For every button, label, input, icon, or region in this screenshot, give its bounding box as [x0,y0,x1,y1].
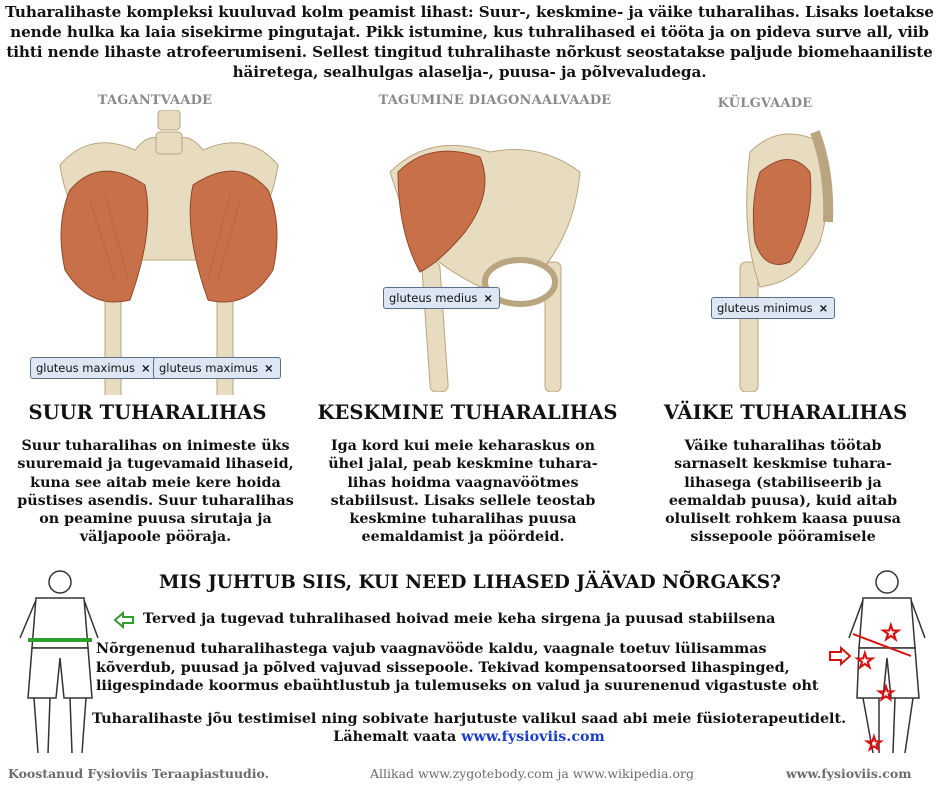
green-arrow-icon [113,611,135,629]
weak-section-title: MIS JUHTUB SIIS, KUI NEED LIHASED JÄÄVAD NÕRGAKS? [159,572,781,593]
tag-gluteus-medius[interactable] [383,287,500,309]
muscle-text-medius: Iga kord kui meie keharaskus on ühel jalal, peab keskmine tuhara-lihas hoidma vaagnavöötmes stabiilsust. Lisaks sellele teostab keskmine tuharalihas puusa eemaldamist ja pöördeid. [328,438,598,546]
close-icon[interactable]: × [818,301,829,315]
pain-star-icon: ☆ [881,621,901,646]
footer-sources: Allikad www.zygotebody.com ja www.wikipedia.org [370,766,694,781]
muscle-text-minimus: Väike tuharalihas töötab sarnaselt keskmise tuhara-lihasega (stabiliseerib ja eemaldab puusa), kuid aitab oluliselt rohkem kaasa puusa sissepoole pööramisele [665,438,901,546]
tag-label: gluteus minimus [717,301,813,315]
close-icon[interactable]: × [141,361,151,375]
tag-label: gluteus medius [389,291,478,305]
close-icon[interactable]: × [264,361,274,375]
tag-label: gluteus maximus [159,361,259,375]
healthy-text: Terved ja tugevad tuhralihased hoivad meie keha sirgena ja puusad stabiilsena [143,611,776,627]
view-label-diagonal: TAGUMINE DIAGONAALVAADE [378,93,612,108]
close-icon[interactable]: × [483,291,493,305]
side-view-illustration [720,112,870,392]
pain-star-icon: ☆ [855,649,875,674]
gluteus-maximus-right [190,171,277,302]
diagonal-view-illustration [370,112,620,392]
footer-website[interactable]: www.fysioviis.com [786,766,912,781]
view-label-back: TAGANTVAADE [97,93,213,108]
more-prefix: Lähemalt vaata [333,729,457,745]
intro-text: Tuharalihaste kompleksi kuuluvad kolm peamist lihast: Suur-, keskmine- ja väike tuharalihas. Lisaks loetakse nende hulka ka laia sisekirme pingutajat. Pikk istumine, kus tuhralihased ei tööta ja on pideva surve all, viib tihti nende lihaste atrofeerumiseni. Sellest tingitud tuhralihaste nõrkust seostatakse paljude biomehaaniliste häiretega, sealhulgas alaselja-, puusa- ja põlvevaludega. [5,3,934,81]
muscle-title-minimus: VÄIKE TUHARALIHAS [663,401,908,424]
tag-gluteus-maximus-right[interactable] [153,357,281,379]
gluteus-maximus-left [61,171,148,302]
pain-star-icon: ☆ [877,681,895,705]
red-arrow-icon [828,646,852,666]
pain-star-icon: ☆ [865,731,883,755]
muscle-title-maximus: SUUR TUHARALIHAS [28,401,267,424]
help-text: Tuharalihaste jõu testimisel ning sobivate harjutuste valikul saad abi meie füsioterapeutidelt. [91,711,847,727]
tag-gluteus-minimus[interactable] [711,297,835,319]
more-info-line [84,728,854,747]
footer-credit: Koostanud Fysioviis Teraapiastuudio. [8,766,269,781]
muscle-text-maximus: Suur tuharalihas on inimeste üks suuremaid ja tugevamaid lihaseid, kuna see aitab meie kere hoida püstises asendis. Suur tuharalihas on peamine puusa sirutaja ja väljapoole pööraja. [17,438,294,546]
view-label-side: KÜLGVAADE [717,96,813,111]
back-view-illustration [30,110,290,395]
weak-text: Nõrgenenud tuharalihastega vajub vaagnavööde kaldu, vaagnale toetuv lülisammas kõverdub, puusad ja põlved vajuvad sissepoole. Tekivad kompensatoorsed lihaspinged, liigespindade koormus ebaühtlustub ja tulemuseks on valud ja suurenenud vigastuste oht [96,641,819,694]
muscle-title-medius: KESKMINE TUHARALIHAS [317,401,618,424]
tag-label: gluteus maximus [36,361,136,375]
website-link[interactable]: www.fysioviis.com [461,729,605,745]
tag-gluteus-maximus-left[interactable] [30,357,158,379]
